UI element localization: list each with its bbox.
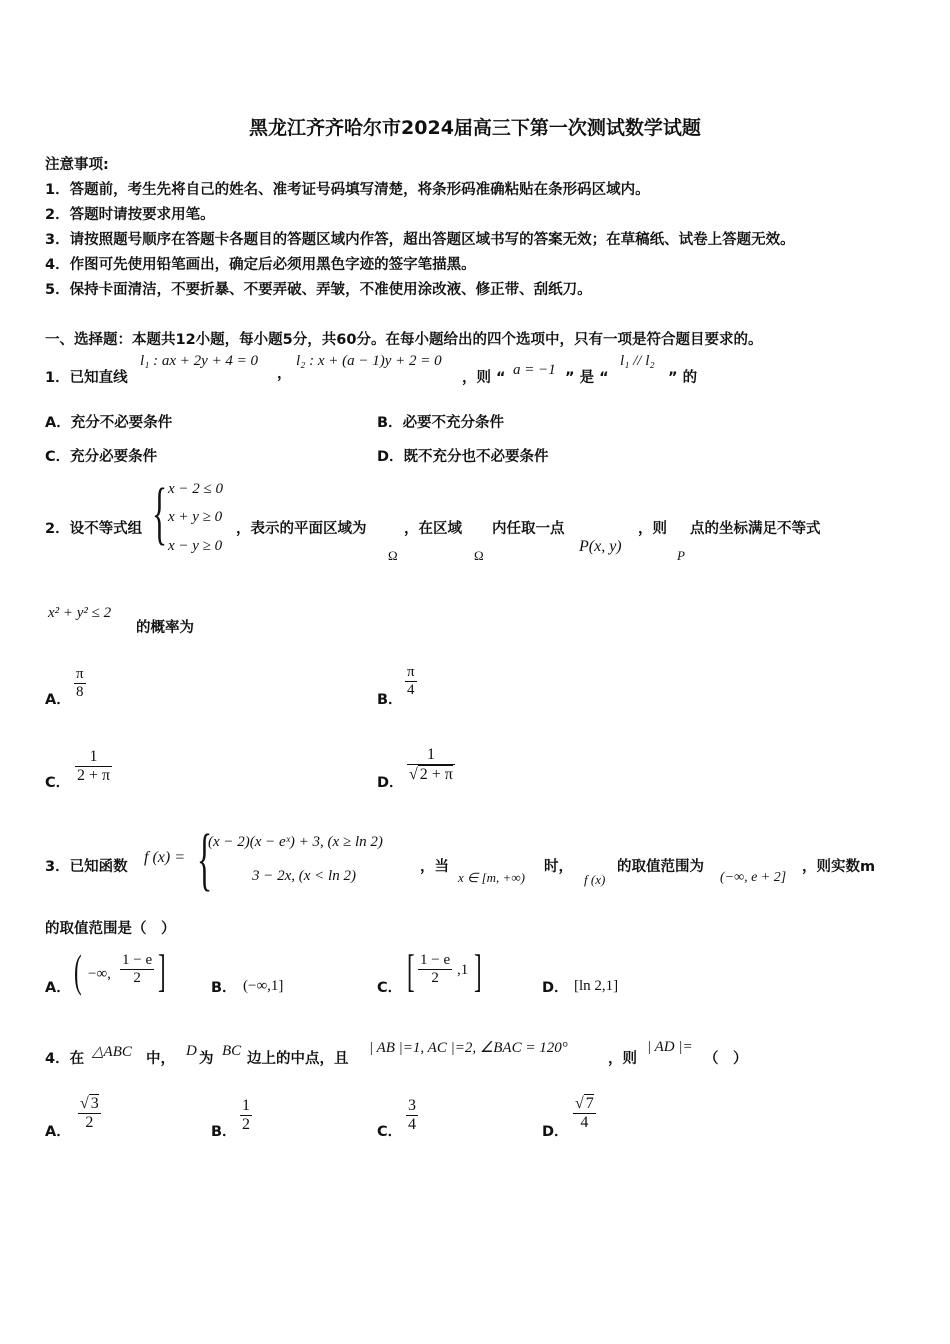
q4-text: 为 (199, 1051, 214, 1067)
q2-prefix: 2．设不等式组 (45, 521, 143, 537)
q3-option-a-frac[interactable]: 1 − e 2 (122, 952, 153, 986)
q1-line1: l₁ : ax + 2y + 4 = 0 (140, 353, 259, 369)
q2-ineq: x + y ≥ 0 (168, 509, 223, 525)
q2-ineq: x − 2 ≤ 0 (168, 481, 224, 497)
q1-prefix: 1．已知直线 (45, 370, 128, 386)
q2-inequality: x² + y² ≤ 2 (48, 605, 112, 621)
q2-option-b-frac[interactable]: π 4 (407, 664, 415, 698)
notice-heading: 注意事项: (45, 157, 109, 173)
q3-range: (−∞, e + 2] (720, 870, 787, 885)
q3-option-c-label[interactable]: C． (377, 980, 403, 996)
q1-line2: l₂ : x + (a − 1)y + 2 = 0 (296, 353, 442, 369)
notice-item: 2．答题时请按要求用笔。 (45, 207, 215, 223)
q1-option-b[interactable]: B．必要不充分条件 (377, 415, 505, 431)
q2-option-a-frac[interactable]: π 8 (76, 666, 84, 700)
q3-text: 的取值范围是（ ） (45, 921, 176, 937)
q3-option-a-pre: −∞, (88, 966, 111, 982)
q1-condition: a = −1 (513, 362, 556, 378)
q4-ad: | AD |= (647, 1039, 693, 1055)
q3-option-b-label[interactable]: B． (211, 980, 237, 996)
q1-option-c[interactable]: C．充分必要条件 (45, 449, 158, 465)
notice-item: 1．答题前，考生先将自己的姓名、准考证号码填写清楚，将条形码准确粘贴在条形码区域内。 (45, 182, 650, 198)
q2-omega: Ω (388, 548, 398, 563)
notice-item: 3．请按照题号顺序在答题卡各题目的答题区域内作答，超出答题区域书写的答案无效；在草稿纸、试卷上答题无效。 (45, 232, 795, 248)
q4-option-a-label[interactable]: A． (45, 1124, 71, 1140)
q2-text: ，则 (638, 521, 667, 537)
q4-bc: BC (222, 1043, 242, 1059)
q2-text: ，在区域 (404, 521, 462, 537)
q1-mid: ，则 “ (462, 370, 506, 386)
q2-p: P (677, 548, 685, 563)
q2-option-c-label[interactable]: C． (45, 775, 71, 791)
q4-text: （ ） (704, 1051, 748, 1067)
q4-option-c-frac[interactable]: 3 4 (408, 1097, 416, 1133)
q4-option-b-frac[interactable]: 1 2 (242, 1097, 250, 1133)
q1-comma: ， (277, 366, 292, 382)
q2-ineq: x − y ≥ 0 (168, 538, 223, 554)
q2-text: 点的坐标满足不等式 (690, 521, 821, 537)
q2-option-d-label[interactable]: D． (377, 775, 404, 791)
q2-option-a-label[interactable]: A． (45, 692, 71, 708)
q3-option-c-post: ,1 (457, 962, 469, 978)
q3-option-a-label[interactable]: A． (45, 980, 71, 996)
q3-bracket: ] (158, 945, 166, 996)
q3-bracket: [ (407, 945, 415, 996)
q3-option-c-frac[interactable]: 1 − e 2 (420, 952, 451, 986)
q3-option-b-text[interactable]: (−∞,1] (243, 978, 284, 994)
q3-case1: (x − 2)(x − eˣ) + 3, (x ≥ ln 2) (208, 834, 383, 850)
q3-text: ，则实数m (802, 859, 876, 875)
q4-condition: | AB |=1, AC |=2, ∠BAC = 120° (369, 1040, 568, 1056)
q2-text: 的概率为 (136, 620, 194, 636)
q4-triangle: △ABC (92, 1044, 132, 1060)
q4-text: 中， (146, 1051, 175, 1067)
system-brace: { (152, 475, 168, 552)
q2-text: 内任取一点 (492, 521, 565, 537)
q4-option-b-label[interactable]: B． (211, 1124, 237, 1140)
q3-text: 时， (544, 859, 573, 875)
q2-option-c-frac[interactable]: 1 2 + π (77, 748, 111, 784)
q1-option-a[interactable]: A．充分不必要条件 (45, 415, 173, 431)
q3-fx: f (x) = (144, 849, 185, 866)
q2-text: ，表示的平面区域为 (236, 521, 367, 537)
q4-prefix: 4．在 (45, 1051, 85, 1067)
q3-option-d-label[interactable]: D． (542, 980, 569, 996)
q1-mid2: ” 是 “ (565, 370, 609, 386)
q4-text: ，则 (608, 1051, 637, 1067)
q2-point: P(x, y) (579, 538, 622, 555)
q3-domain: x ∈ [m, +∞) (458, 870, 525, 885)
q2-omega: Ω (474, 548, 484, 563)
q3-text: 的取值范围为 (617, 859, 704, 875)
q3-bracket: ( (74, 945, 82, 996)
q1-end: ” 的 (668, 370, 698, 386)
q4-option-a-frac[interactable]: √ 3 2 (80, 1095, 99, 1131)
notice-item: 5．保持卡面清洁，不要折暴、不要弄破、弄皱，不准使用涂改液、修正带、刮纸刀。 (45, 282, 592, 298)
piecewise-brace: { (197, 821, 213, 898)
q1-condition2: l₁ // l₂ (620, 353, 655, 369)
q2-option-b-label[interactable]: B． (377, 692, 403, 708)
q4-option-d-label[interactable]: D． (542, 1124, 569, 1140)
q4-option-d-frac[interactable]: √ 7 4 (575, 1095, 594, 1131)
q3-option-d-text[interactable]: [ln 2,1] (574, 978, 619, 994)
q2-option-d-frac[interactable]: 1 √ 2 + π (409, 746, 453, 783)
q3-text: ，当 (420, 859, 449, 875)
q3-bracket: ] (474, 945, 482, 996)
q1-option-d[interactable]: D．既不充分也不必要条件 (377, 449, 549, 465)
q4-option-c-label[interactable]: C． (377, 1124, 403, 1140)
q3-case2: 3 − 2x, (x < ln 2) (252, 868, 356, 884)
q3-prefix: 3．已知函数 (45, 859, 128, 875)
q3-fx2: f (x) (584, 872, 606, 887)
page-title: 黑龙江齐齐哈尔市2024届高三下第一次测试数学试题 (249, 117, 701, 139)
q4-text: 边上的中点，且 (247, 1051, 349, 1067)
q4-d: D (186, 1043, 197, 1059)
notice-item: 4．作图可先使用铅笔画出，确定后必须用黑色字迹的签字笔描黑。 (45, 257, 476, 273)
section-heading: 一、选择题：本题共12小题，每小题5分，共60分。在每小题给出的四个选项中，只有一项是符合题目要求的。 (45, 332, 763, 348)
